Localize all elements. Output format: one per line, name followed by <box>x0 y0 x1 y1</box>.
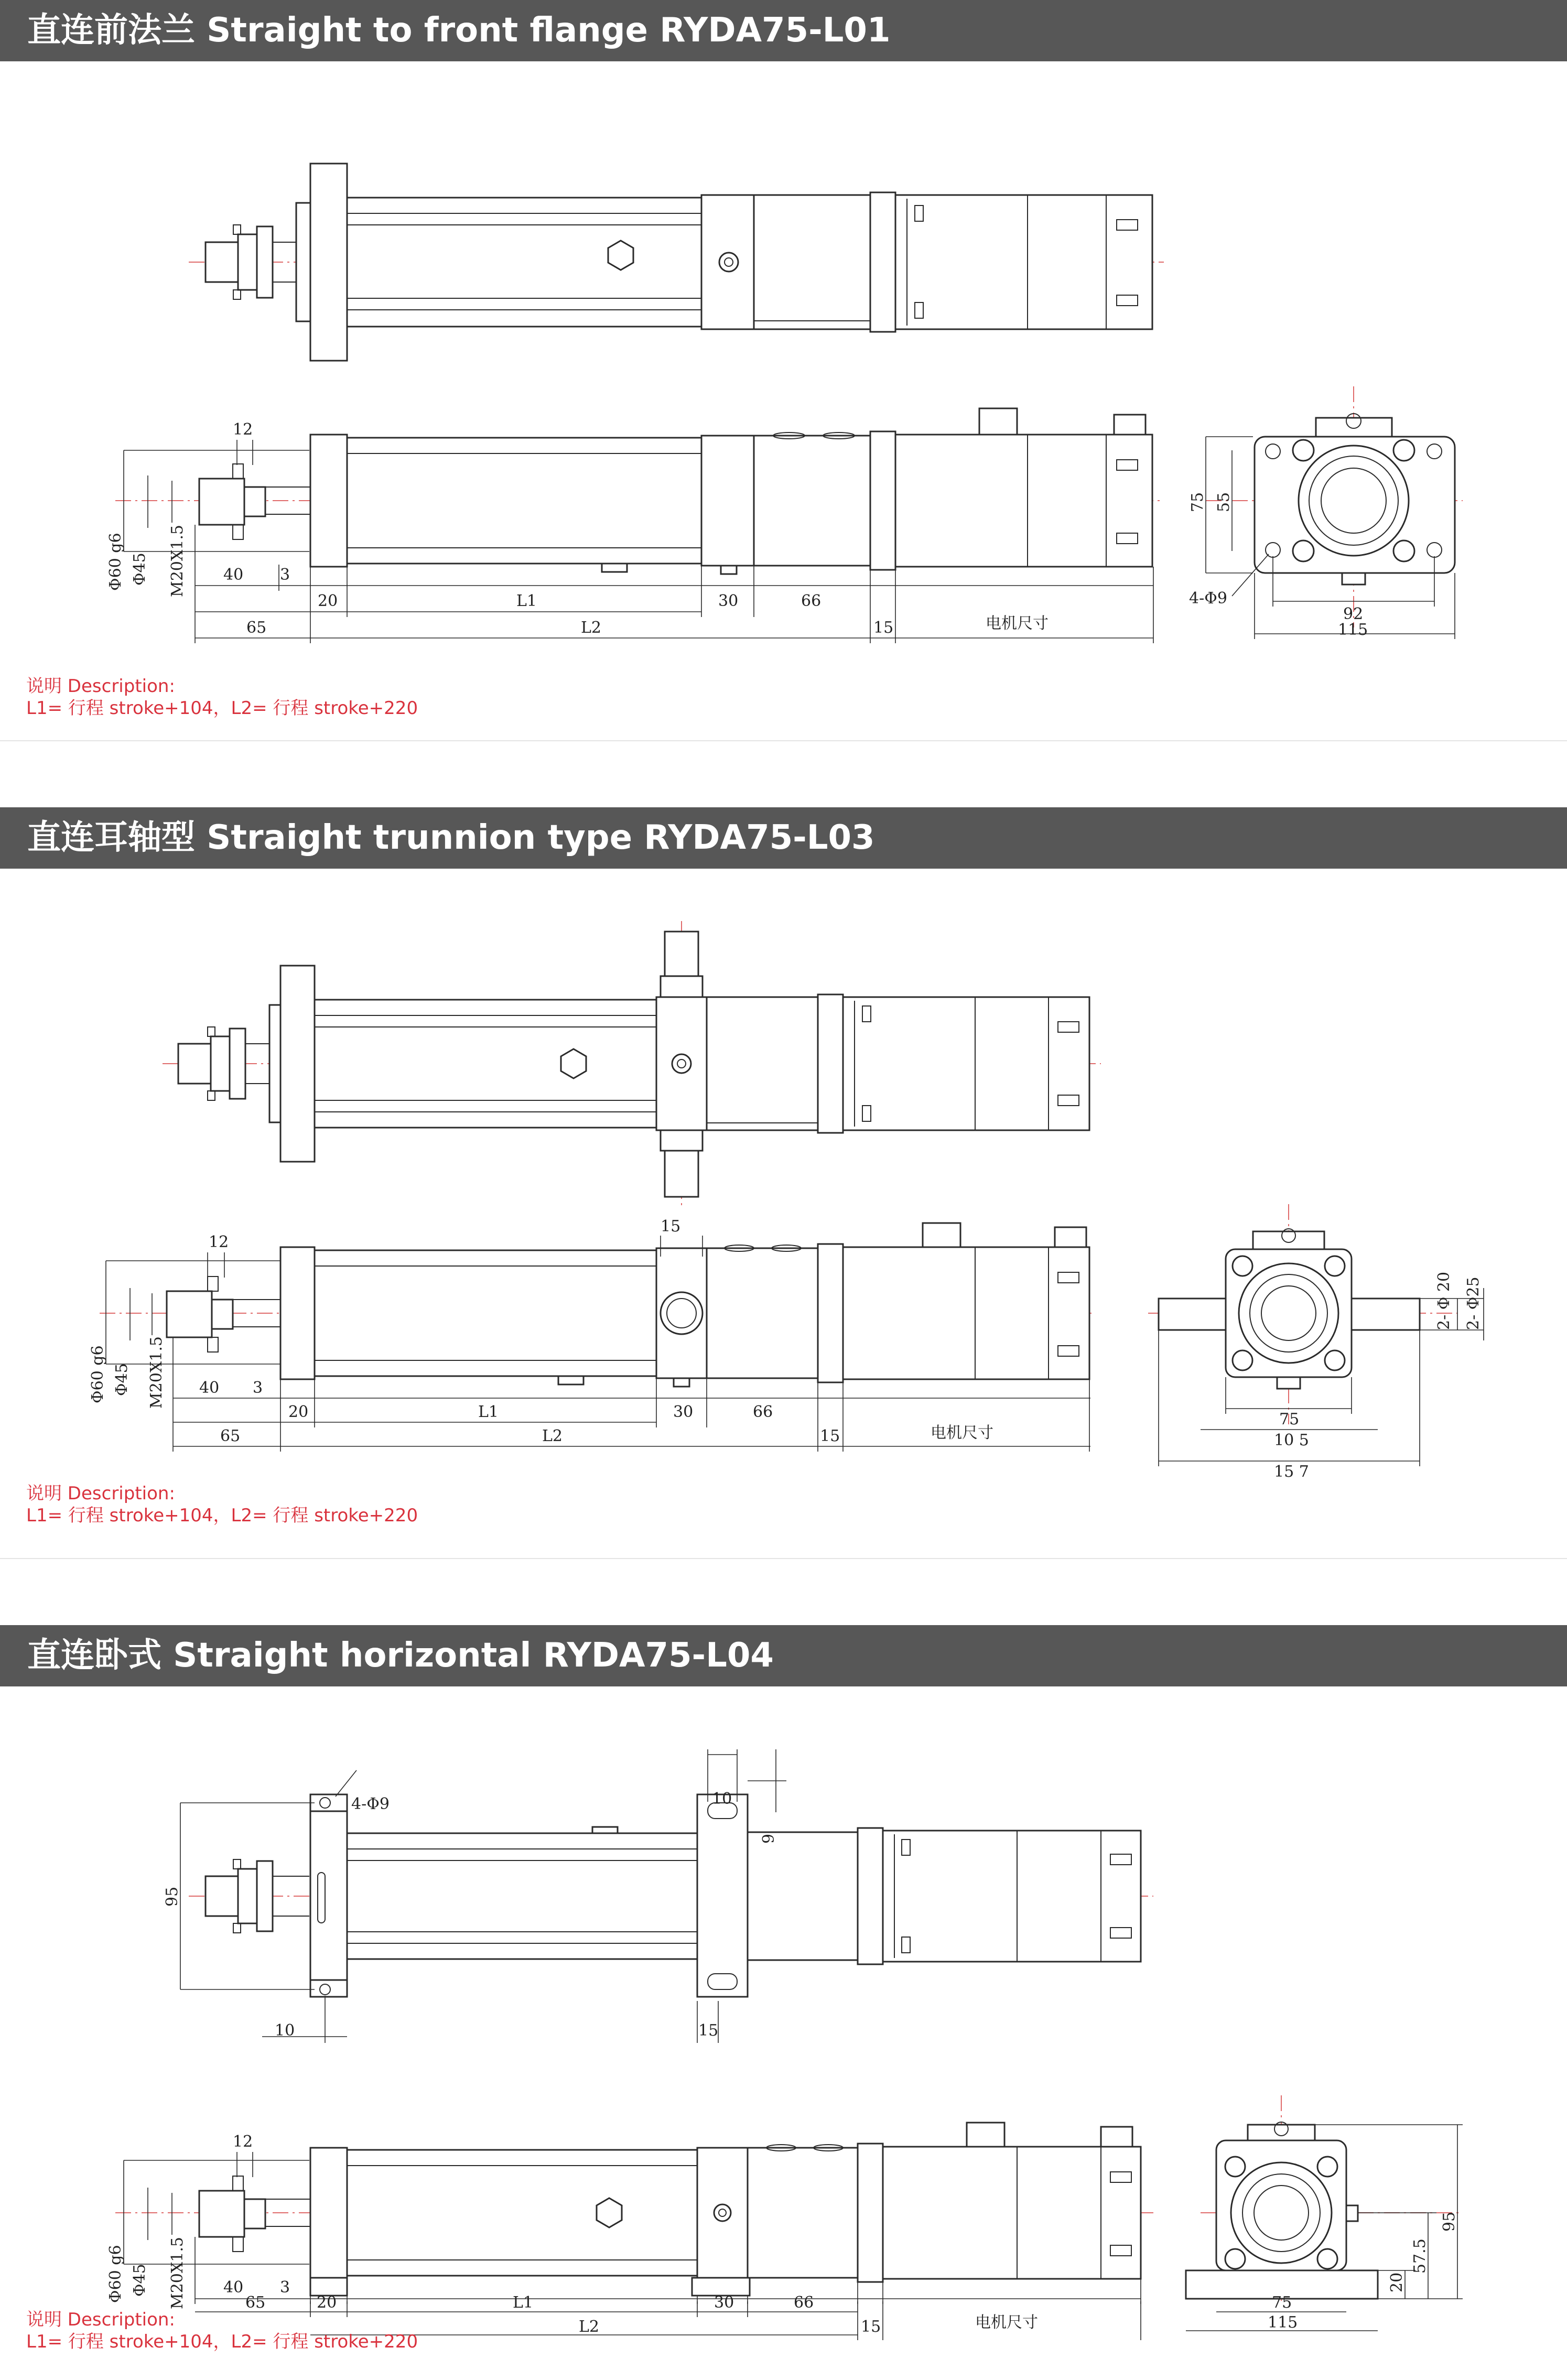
dim-66: 66 <box>753 1403 773 1421</box>
dim-m20: M20X1.5 <box>147 1336 166 1409</box>
dim-9: 9 <box>760 1833 778 1844</box>
section-title-bar <box>0 807 1567 869</box>
dim-115: 115 <box>1268 2313 1298 2332</box>
description-text: L1= 行程 stroke+104，L2= 行程 stroke+220 <box>26 2331 418 2352</box>
dim-30: 30 <box>718 592 739 610</box>
dim-phi45: Φ45 <box>131 553 149 586</box>
dim-motor: 电机尺寸 <box>975 2313 1038 2332</box>
description <box>26 2309 418 2353</box>
top-view <box>189 164 1164 361</box>
section-title: 直连前法兰 Straight to front flange RYDA75-L01 <box>27 11 891 50</box>
dim-65: 65 <box>245 2294 266 2312</box>
divider <box>0 740 1567 741</box>
dim-3: 3 <box>280 566 290 584</box>
dim-30: 30 <box>714 2294 734 2312</box>
description-text: L1= 行程 stroke+104，L2= 行程 stroke+220 <box>26 698 418 719</box>
dim-12: 12 <box>233 420 253 439</box>
dim-m20: M20X1.5 <box>168 525 187 597</box>
description-heading: 说明 Description: <box>26 1483 175 1504</box>
section-title-bar <box>0 0 1567 61</box>
dim-15-top: 15 <box>661 1217 681 1236</box>
dim-105: 10 5 <box>1274 1431 1309 1449</box>
description-heading: 说明 Description: <box>26 2309 175 2330</box>
dim-15-bottom: 15 <box>698 2021 719 2040</box>
dim-92: 92 <box>1343 605 1364 623</box>
dim-hole: 4-Φ9 <box>351 1795 390 1813</box>
end-view <box>1188 386 1463 639</box>
section-title: 直连耳轴型 Straight trunnion type RYDA75-L03 <box>27 818 875 857</box>
dim-10-top: 10 <box>712 1790 732 1808</box>
dim-trunnion-25: 2- Φ25 <box>1464 1276 1483 1330</box>
dim-phi45: Φ45 <box>113 1363 131 1396</box>
end-view <box>1186 2095 1463 2305</box>
dim-65: 65 <box>220 1427 241 1445</box>
dim-40: 40 <box>199 1379 220 1397</box>
dim-trunnion-20: 2- Φ 20 <box>1435 1271 1453 1330</box>
top-view <box>163 1749 1153 2043</box>
dim-20: 20 <box>317 2294 337 2312</box>
dim-30: 30 <box>673 1403 694 1421</box>
dim-66: 66 <box>801 592 822 610</box>
dim-15: 15 <box>820 1427 840 1445</box>
dim-L1: L1 <box>516 592 537 610</box>
description-text: L1= 行程 stroke+104，L2= 行程 stroke+220 <box>26 1505 418 1526</box>
dim-20: 20 <box>318 592 338 610</box>
dim-3: 3 <box>280 2278 290 2297</box>
end-view <box>1148 1204 1484 1481</box>
dim-L1: L1 <box>513 2294 534 2312</box>
dim-75: 75 <box>1272 2294 1292 2312</box>
description <box>26 1483 418 1527</box>
dim-20: 20 <box>288 1403 309 1421</box>
dim-L2: L2 <box>542 1427 563 1445</box>
dim-L2: L2 <box>581 619 602 637</box>
dim-15: 15 <box>861 2318 881 2336</box>
dim-66: 66 <box>794 2294 814 2312</box>
dim-L1: L1 <box>478 1403 499 1421</box>
dim-12: 12 <box>233 2133 253 2151</box>
dim-10-bottom: 10 <box>275 2021 295 2040</box>
dim-phi60: Φ60 g6 <box>89 1345 107 1403</box>
dim-m20: M20X1.5 <box>168 2237 187 2309</box>
dim-end-95: 95 <box>1440 2211 1458 2232</box>
side-view <box>106 408 1161 643</box>
section-title-bar <box>0 1625 1567 1686</box>
trunnion-drawing <box>0 869 1567 1487</box>
description-heading: 说明 Description: <box>26 676 175 697</box>
dim-40: 40 <box>223 2278 244 2297</box>
side-view <box>106 2123 1153 2309</box>
dim-end-575: 57.5 <box>1411 2238 1429 2274</box>
dim-L2: L2 <box>579 2318 600 2336</box>
dim-40: 40 <box>223 566 244 584</box>
dim-75: 75 <box>1188 492 1207 512</box>
dim-phi45: Φ45 <box>131 2264 149 2297</box>
dim-hole: 4-Φ9 <box>1189 589 1227 608</box>
top-view <box>163 921 1101 1209</box>
dim-157: 15 7 <box>1274 1463 1309 1481</box>
dim-95: 95 <box>163 1886 181 1907</box>
section-title: 直连卧式 Straight horizontal RYDA75-L04 <box>27 1636 774 1675</box>
description <box>26 675 418 719</box>
dim-15: 15 <box>873 619 894 637</box>
dim-phi60: Φ60 g6 <box>106 533 125 591</box>
dim-phi60: Φ60 g6 <box>106 2245 125 2303</box>
dim-115: 115 <box>1338 621 1368 639</box>
dim-end-20: 20 <box>1388 2272 1406 2292</box>
dim-75: 75 <box>1279 1410 1300 1429</box>
dim-55: 55 <box>1215 492 1233 512</box>
dim-12: 12 <box>209 1233 229 1251</box>
divider <box>0 1558 1567 1559</box>
dim-motor: 电机尺寸 <box>986 614 1049 633</box>
dim-3: 3 <box>253 1379 263 1397</box>
horizontal-drawing <box>0 1686 1567 2310</box>
side-view <box>89 1217 1096 1452</box>
dim-65: 65 <box>246 619 267 637</box>
front-flange-drawing <box>0 61 1567 669</box>
dim-motor: 电机尺寸 <box>931 1424 993 1442</box>
